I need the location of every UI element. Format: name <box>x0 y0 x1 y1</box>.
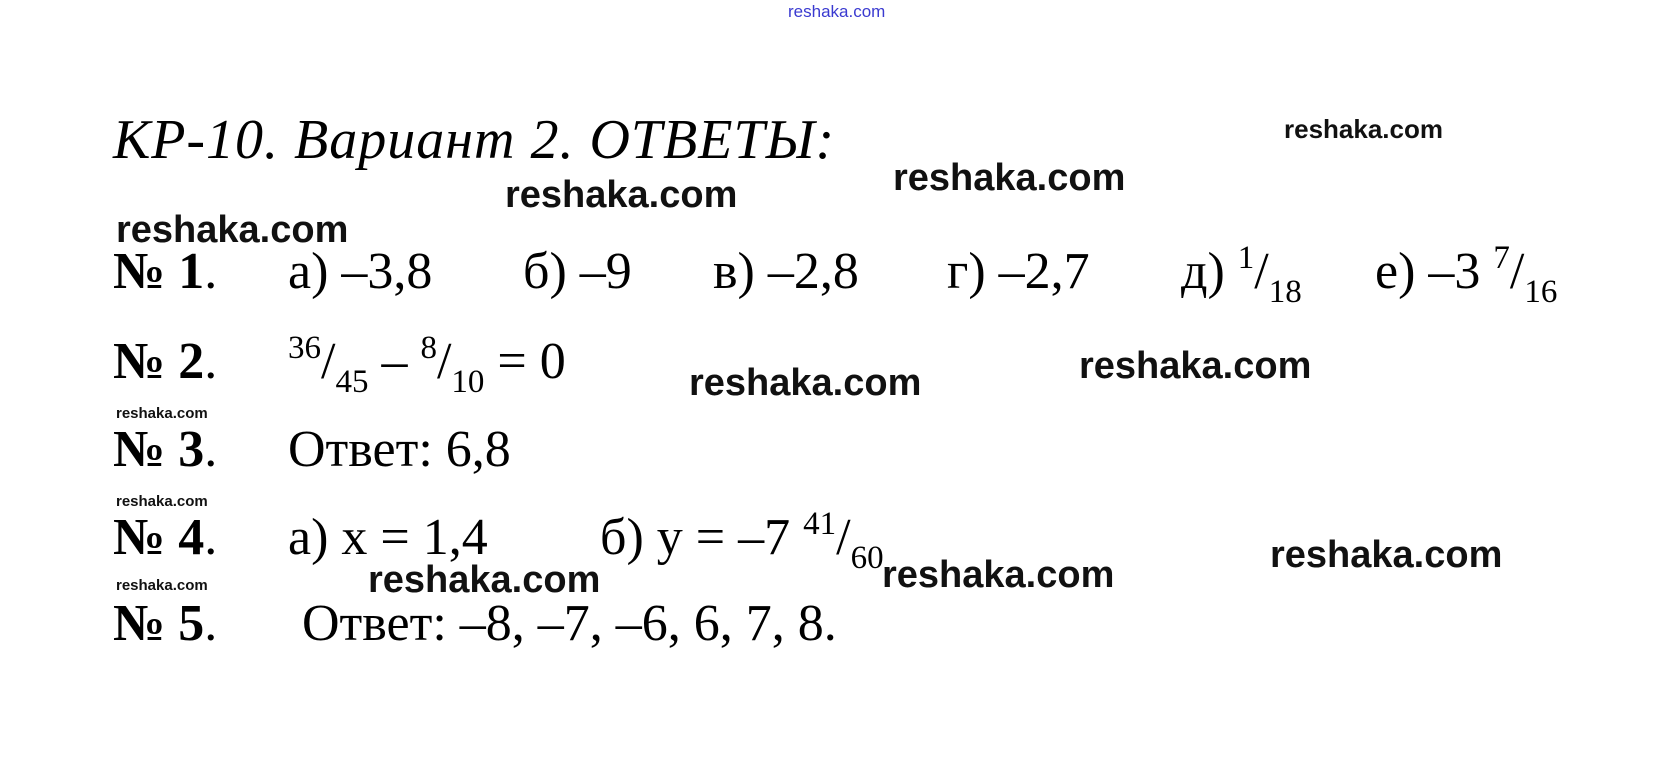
page-title: КР-10. Вариант 2. ОТВЕТЫ: <box>113 109 836 171</box>
problem-4-label: № 4. <box>113 509 218 566</box>
problem-2-row <box>113 330 566 400</box>
answer-4a: а) x = 1,4 <box>288 509 488 566</box>
watermark: reshaka.com <box>1079 345 1312 387</box>
watermark: reshaka.com <box>1270 534 1503 576</box>
answer-1e: д) $^1/_{18}$ <box>1181 240 1302 310</box>
answer-1d: г) –2,7 <box>947 243 1090 300</box>
watermark: reshaka.com <box>505 174 738 216</box>
problem-5-row <box>113 594 837 654</box>
watermark: reshaka.com <box>689 362 922 404</box>
watermark: reshaka.com <box>116 209 349 251</box>
watermark: reshaka.com <box>116 493 208 510</box>
answer-3: Ответ: 6,8 <box>288 421 511 478</box>
answer-1f: е) –3 $^7/_{16}$ <box>1375 240 1558 310</box>
problem-4-row <box>113 506 884 576</box>
problem-1-label: № 1. <box>113 243 218 300</box>
watermark: reshaka.com <box>368 559 601 601</box>
watermark: reshaka.com <box>116 577 208 594</box>
watermark: reshaka.com <box>893 157 1126 199</box>
watermark: reshaka.com <box>882 554 1115 596</box>
answer-1b: б) –9 <box>523 243 632 300</box>
answer-2-expression: $^{36}/_{45} - ^8/_{10} = 0$ <box>288 330 566 400</box>
problem-5-label: № 5. <box>113 595 218 652</box>
watermark-top: reshaka.com <box>788 2 886 21</box>
answer-1c: в) –2,8 <box>713 243 859 300</box>
watermark: reshaka.com <box>116 405 208 422</box>
problem-1-row <box>113 240 1558 310</box>
watermark: reshaka.com <box>1284 114 1443 144</box>
answer-5: Ответ: –8, –7, –6, 6, 7, 8. <box>302 595 837 652</box>
answer-1a: а) –3,8 <box>288 243 433 300</box>
problem-3-row <box>113 420 511 480</box>
answer-4b: б) y = –7 $^{41}/_{60}$ <box>600 506 884 576</box>
problem-2-label: № 2. <box>113 333 218 390</box>
problem-3-label: № 3. <box>113 421 218 478</box>
